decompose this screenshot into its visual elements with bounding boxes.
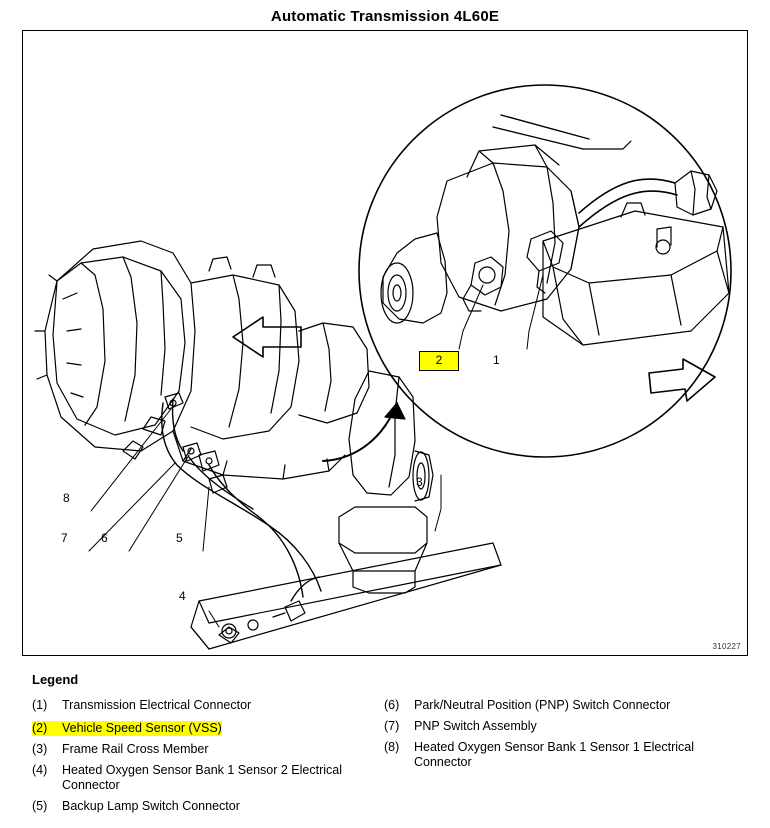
legend-item-label: Backup Lamp Switch Connector bbox=[62, 799, 240, 813]
page-title: Automatic Transmission 4L60E bbox=[270, 8, 500, 25]
callout-7: 7 bbox=[61, 531, 68, 545]
legend-item-number: (7) bbox=[384, 719, 400, 733]
legend-item-number: (4) bbox=[32, 763, 48, 777]
legend-item-label: Heated Oxygen Sensor Bank 1 Sensor 2 Electrical Connector bbox=[62, 763, 343, 792]
callout-5: 5 bbox=[176, 531, 183, 545]
callout-3: 3 bbox=[416, 475, 423, 489]
legend-item-label: PNP Switch Assembly bbox=[414, 719, 537, 733]
legend-item bbox=[384, 740, 736, 770]
legend-item-number: (3) bbox=[32, 742, 48, 756]
callout-2-highlight: 2 bbox=[419, 351, 459, 371]
callout-1: 1 bbox=[493, 353, 500, 367]
legend-item bbox=[32, 698, 384, 713]
legend-heading: Legend bbox=[32, 672, 79, 687]
legend-item-label: Transmission Electrical Connector bbox=[62, 698, 252, 712]
legend-item-number: (1) bbox=[32, 698, 48, 712]
legend-item-highlighted bbox=[32, 721, 222, 736]
callout-4: 4 bbox=[179, 589, 186, 603]
legend-item bbox=[32, 763, 384, 793]
legend-item bbox=[32, 742, 384, 757]
legend-item-number: (8) bbox=[384, 740, 400, 754]
transmission-diagram bbox=[23, 31, 747, 655]
legend-item-number: (5) bbox=[32, 799, 48, 813]
callout-6: 6 bbox=[101, 531, 108, 545]
legend-item bbox=[32, 799, 384, 814]
legend-item bbox=[384, 698, 736, 713]
legend-item-label: Vehicle Speed Sensor (VSS) bbox=[62, 721, 222, 735]
figure-code: 310227 bbox=[712, 642, 741, 651]
legend bbox=[32, 698, 742, 820]
legend-item-number: (2) bbox=[32, 721, 62, 736]
legend-item-label: Park/Neutral Position (PNP) Switch Connector bbox=[414, 698, 671, 712]
legend-item-label: Frame Rail Cross Member bbox=[62, 742, 209, 756]
legend-item bbox=[384, 719, 736, 734]
callout-8: 8 bbox=[63, 491, 70, 505]
legend-column-right bbox=[384, 698, 736, 820]
figure-frame bbox=[22, 30, 748, 656]
legend-item-label: Heated Oxygen Sensor Bank 1 Sensor 1 Electrical Connector bbox=[414, 740, 695, 769]
legend-column-left bbox=[32, 698, 384, 820]
legend-item-number: (6) bbox=[384, 698, 400, 712]
